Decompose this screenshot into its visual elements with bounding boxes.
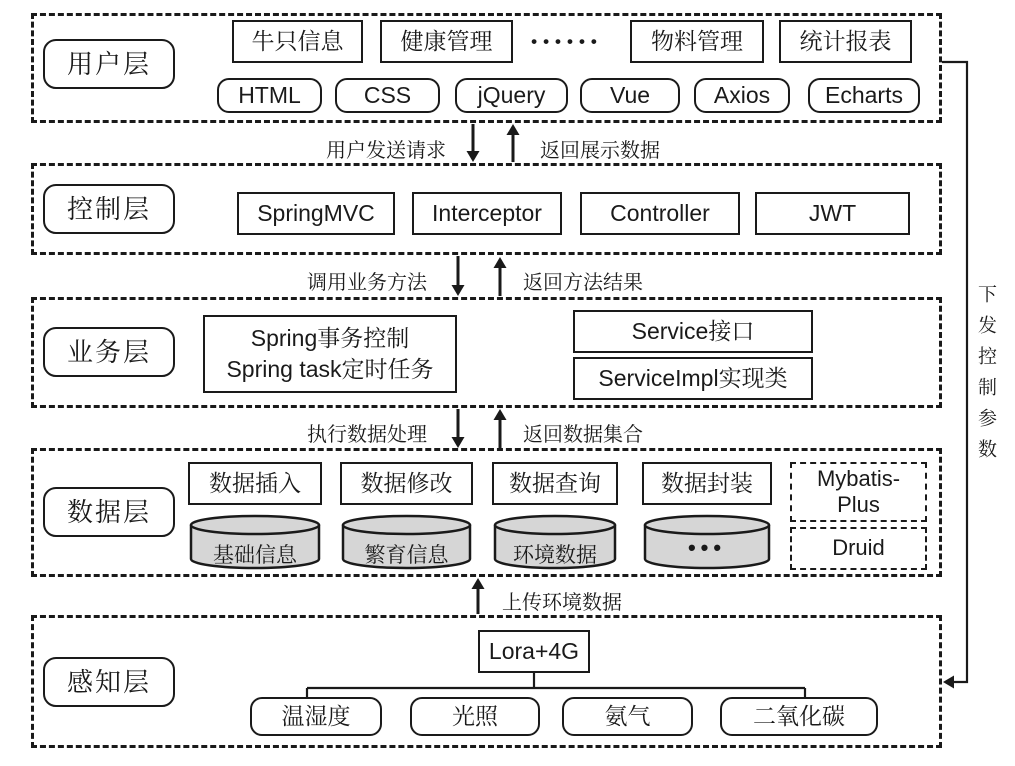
orm-mybatis-text: Mybatis- [816, 465, 901, 491]
module-cattle-info [232, 20, 363, 63]
flow-control-to-business-label: 调用业务方法 [307, 272, 427, 294]
arrow-perception-to-data-icon [472, 578, 485, 614]
flow-business-to-data-label: 执行数据处理 [307, 424, 427, 446]
db-environment-data [492, 514, 618, 570]
module-cattle-info-text: 牛只信息 [251, 27, 344, 54]
service-interface-text: Service接口 [631, 317, 755, 344]
db-basic-info [188, 514, 322, 570]
flow-control-to-user-label: 返回展示数据 [540, 140, 660, 162]
op-data-package-text: 数据封装 [661, 469, 753, 496]
component-interceptor [412, 192, 562, 235]
module-health-mgmt-text: 健康管理 [400, 27, 493, 54]
flow-user-to-perception-label: 下发控制参数 [975, 284, 996, 470]
arrow-control-to-business-icon [452, 256, 465, 296]
sensor-light-text: 光照 [452, 702, 498, 729]
ellipsis-modules: •••••• [531, 32, 603, 51]
pool-druid-text: Druid [832, 535, 885, 561]
orm-mybatis-plus-box [790, 462, 927, 522]
op-data-insert [188, 462, 322, 505]
op-data-query-text: 数据查询 [509, 469, 601, 496]
user-layer-label [43, 39, 175, 89]
spring-task-box [203, 315, 457, 393]
sensor-co2 [720, 697, 878, 736]
data-layer-label-text: 数据层 [66, 496, 151, 527]
pool-druid-box [790, 527, 927, 570]
spring-task-text: Spring task定时任务 [226, 356, 434, 382]
control-layer-label [43, 184, 175, 234]
component-controller-text: Controller [610, 199, 710, 226]
tech-axios [694, 78, 790, 113]
op-data-update [340, 462, 473, 505]
service-impl-text: ServiceImpl实现类 [598, 364, 788, 391]
module-report-stats [779, 20, 912, 63]
data-layer-label [43, 487, 175, 537]
module-material-mgmt [630, 20, 764, 63]
tech-css [335, 78, 440, 113]
flow-data-to-business-label: 返回数据集合 [523, 424, 643, 446]
module-material-mgmt-text: 物料管理 [651, 27, 743, 54]
perception-layer-label-text: 感知层 [66, 666, 151, 697]
tech-vue [580, 78, 680, 113]
control-layer-label-text: 控制层 [66, 193, 151, 224]
tech-jquery-text: jQuery [477, 81, 546, 108]
arrow-control-to-user-icon [507, 124, 520, 162]
db-basic-info-text: 基础信息 [213, 544, 297, 567]
db-other [642, 514, 772, 570]
tech-vue-text: Vue [609, 81, 651, 108]
db-environment-data-text: 环境数据 [513, 544, 597, 567]
arrow-user-to-control-icon [467, 124, 480, 162]
business-layer-label [43, 327, 175, 377]
service-impl-box [573, 357, 813, 400]
tech-jquery [455, 78, 568, 113]
business-layer-label-text: 业务层 [66, 336, 151, 367]
tech-echarts-text: Echarts [825, 81, 903, 108]
tech-html [217, 78, 322, 113]
sensor-temp-humidity-text: 温湿度 [281, 702, 351, 729]
orm-plus-text: Plus [837, 492, 880, 517]
module-report-stats-text: 统计报表 [799, 27, 892, 54]
op-data-query [492, 462, 618, 505]
db-other-text: ••• [687, 535, 727, 560]
service-interface-box [573, 310, 813, 353]
component-springmvc [237, 192, 395, 235]
sensor-ammonia-text: 氨气 [604, 702, 651, 729]
arrow-business-to-control-icon [494, 257, 507, 296]
op-data-insert-text: 数据插入 [209, 469, 301, 496]
db-breeding-info-text: 繁育信息 [364, 544, 449, 567]
component-springmvc-text: SpringMVC [257, 199, 375, 226]
op-data-update-text: 数据修改 [360, 469, 453, 496]
db-breeding-info [340, 514, 473, 570]
gateway-lora-4g-text: Lora+4G [488, 637, 580, 664]
user-layer-label-text: 用户层 [66, 48, 151, 79]
tech-axios-text: Axios [713, 81, 771, 108]
component-jwt-text: JWT [808, 199, 857, 226]
tech-echarts [808, 78, 920, 113]
gateway-lora-4g-box [478, 630, 590, 673]
tech-css-text: CSS [363, 81, 412, 108]
op-data-package [642, 462, 772, 505]
module-health-mgmt [380, 20, 513, 63]
spring-transaction-text: Spring事务控制 [250, 324, 410, 351]
flow-business-to-control-label: 返回方法结果 [523, 272, 643, 294]
component-controller [580, 192, 740, 235]
flow-perception-to-data-label: 上传环境数据 [502, 592, 622, 614]
arrow-business-to-data-icon [452, 409, 465, 448]
arrow-data-to-business-icon [494, 409, 507, 448]
perception-layer-label [43, 657, 175, 707]
arrow-user-to-perception-icon [942, 62, 967, 689]
component-jwt [755, 192, 910, 235]
sensor-ammonia [562, 697, 693, 736]
sensor-temp-humidity [250, 697, 382, 736]
flow-user-to-control-label: 用户发送请求 [326, 140, 446, 162]
tech-html-text: HTML [238, 81, 301, 108]
sensor-light [410, 697, 540, 736]
sensor-co2-text: 二氧化碳 [753, 702, 845, 729]
component-interceptor-text: Interceptor [432, 199, 542, 226]
